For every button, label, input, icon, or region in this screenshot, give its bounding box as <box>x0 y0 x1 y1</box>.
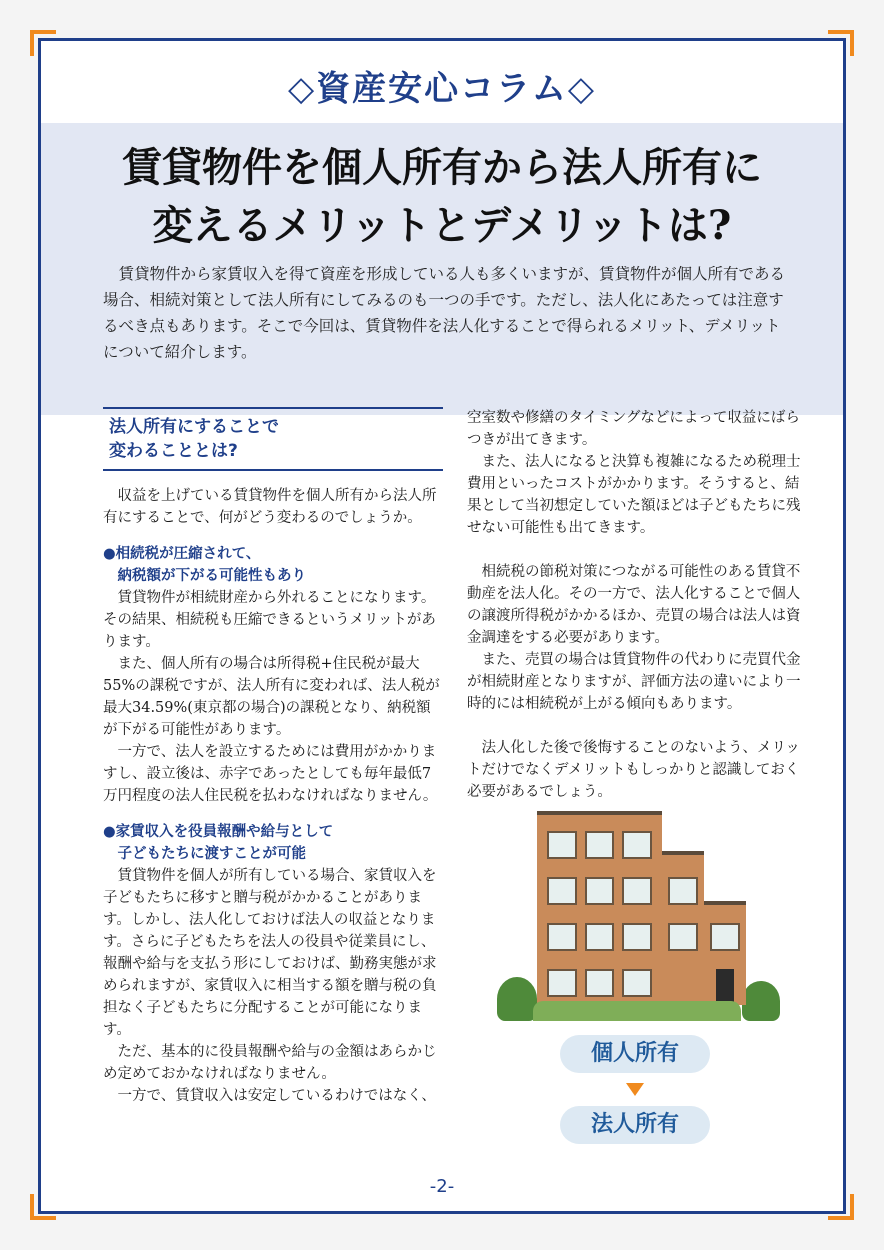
subheading-rental-income <box>103 821 443 865</box>
section-heading-line1: 法人所有にすることで <box>109 417 279 437</box>
subheading-2-line2: 子どもたちに渡すことが可能 <box>117 846 306 862</box>
page-frame <box>38 38 846 1214</box>
bullet-icon: ● <box>103 546 116 562</box>
apartment-building-illustration <box>497 811 777 1021</box>
flow-label-individual: 個人所有 <box>560 1035 710 1073</box>
intro-paragraph: 収益を上げている賃貸物件を個人所有から法人所有にすることで、何がどう変わるのでしょうか。 <box>103 488 437 526</box>
corner-mark <box>30 30 56 56</box>
paragraph: 賃貸物件を個人が所有している場合、家賃収入を子どもたちに移すと贈与税がかかることがあります。しかし、法人化しておけば法人の収益となります。さらに子どもたちを法人の役員や従業員にし、報酬や給与を支払う形にしておけば、勤務実態が求められますが、家賃収入に相当する額を贈与税の負担なく子どもたちに分配することが可能になります。 <box>103 868 437 1038</box>
subheading-1-line2: 納税額が下がる可能性もあり <box>117 568 306 584</box>
lead-paragraph: 賃貸物件から家賃収入を得て資産を形成している人も多くいますが、賃貸物件が個人所有である場合、相続対策として法人所有にしてみるのも一つの手です。ただし、法人化にあたっては注意するべき点もあります。そこで今回は、賃貸物件を法人化することで得られるメリット、デメリットについて紹介します。 <box>103 265 786 361</box>
paragraph: また、個人所有の場合は所得税+住民税が最大55%の課税ですが、法人所有に変われば、法人税が最大34.59%(東京都の場合)の課税となり、納税額が下がる可能性があります。 <box>103 656 440 738</box>
section-heading <box>103 407 443 471</box>
paragraph: 相続税の節税対策につながる可能性のある賃貸不動産を法人化。その一方で、法人化することで個人の譲渡所得税がかかるほか、売買の場合は法人は資金調達をする必要があります。 <box>467 564 801 646</box>
corner-mark <box>30 1194 56 1220</box>
main-title-line2: 変えるメリットとデメリットは? <box>152 202 732 249</box>
main-title-line1: 賃貸物件を個人所有から法人所有に <box>122 144 762 191</box>
right-column <box>467 407 803 1144</box>
paragraph: ただ、基本的に役員報酬や給与の金額はあらかじめ定めておかなければなりません。 <box>103 1044 437 1082</box>
subheading-1-line1: 相続税が圧縮されて、 <box>115 546 261 562</box>
section-heading-line2: 変わることとは? <box>109 441 238 461</box>
paragraph: また、法人になると決算も複雑になるため税理士費用といったコストがかかります。そうすると、結果として当初想定していた額ほどは子どもたちに残せない可能性も出てきます。 <box>467 454 801 536</box>
paragraph: 空室数や修繕のタイミングなどによって収益にばらつきが出てきます。 <box>467 410 800 448</box>
paragraph: 法人化した後で後悔することのないよう、メリットだけでなくデメリットもしっかりと認識しておく必要があるでしょう。 <box>467 740 800 800</box>
corner-mark <box>828 1194 854 1220</box>
page-number: -2- <box>429 1176 455 1197</box>
bullet-icon: ● <box>103 824 116 840</box>
paragraph: 賃貸物件が相続財産から外れることになります。その結果、相続税も圧縮できるというメリットがあります。 <box>103 590 436 650</box>
paragraph: また、売買の場合は賃貸物件の代わりに売買代金が相続財産となりますが、評価方法の違いにより一時的には相続税が上がる傾向もあります。 <box>467 652 801 712</box>
flow-label-corporate: 法人所有 <box>560 1106 710 1144</box>
column-title: ◇資産安心コラム◇ <box>288 69 596 109</box>
subheading-2-line1: 家賃収入を役員報酬や給与として <box>115 824 334 840</box>
main-title <box>61 139 823 255</box>
left-column <box>103 407 443 1107</box>
paragraph: 一方で、法人を設立するためには費用がかかりますし、設立後は、赤字であったとしても毎年最低7万円程度の法人住民税を払わなければなりません。 <box>103 744 438 804</box>
paragraph: 一方で、賃貸収入は安定しているわけではなく、 <box>117 1088 436 1104</box>
corner-mark <box>828 30 854 56</box>
subheading-inheritance-tax <box>103 543 443 587</box>
down-arrow-icon <box>626 1083 644 1096</box>
